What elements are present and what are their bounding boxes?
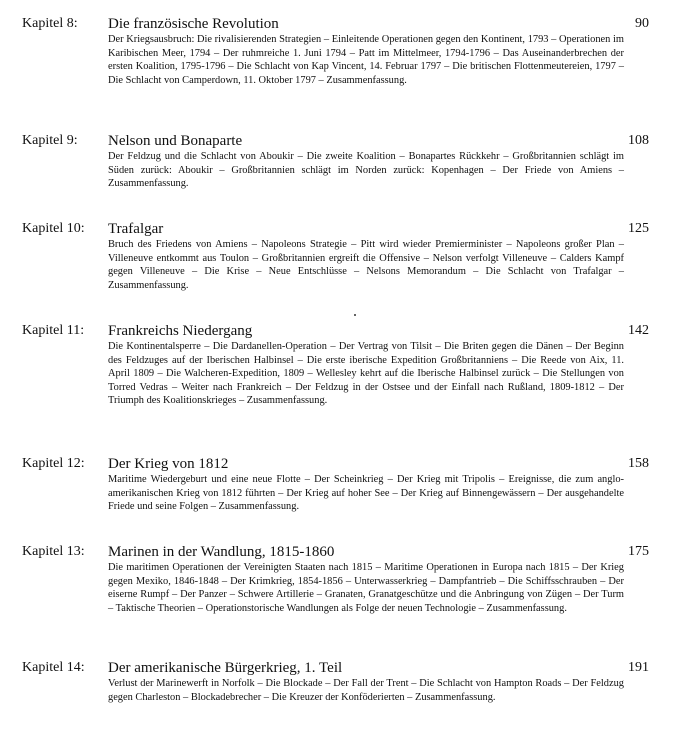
- chapter-page-number: 90: [635, 16, 649, 31]
- chapter-description: Der Kriegsausbruch: Die rivalisierenden Strategien – Einleitende Operationen gegen den Kontinent, 1793 – Operationen im Karibischen Meer, 1794 – Der ruhmreiche 1. Juni 1794 – Patt im Mittelmeer, 1794-1796 – Das Auseinanderbrechen der ersten Koalition, 1795-1796 – Die Schlacht von Kap Vincent, 14. Februar 1797 – Die britischen Flottenmeutereien, 1797 – Die Schlacht von Camperdown, 11. Oktober 1797 – Zusammenfassung.: [108, 34, 624, 86]
- chapter-title: Die französische Revolution: [108, 16, 279, 32]
- chapter-label: Kapitel 14:: [22, 660, 85, 675]
- chapter-page-number: 108: [628, 133, 649, 148]
- speck-mark: [354, 314, 356, 316]
- chapter-description: Der Feldzug und die Schlacht von Aboukir – Die zweite Koalition – Bonapartes Rückkehr – Großbritannien schlägt im Süden zurück: Aboukir – Großbritannien schlägt im Norden zurück: Kopenhagen – Der Friede von Amiens – Zusammenfassung.: [108, 151, 624, 190]
- chapter-description: Bruch des Friedens von Amiens – Napoleons Strategie – Pitt wird wieder Premierminister – Napoleons großer Plan – Villeneuve entkommt aus Toulon – Großbritannien ergreift die Offensive – Nelson verfolgt Villeneuve – Calders Kampf gegen Villeneuve – Die Krise – Neue Entschlüsse – Nelsons Memorandum – Die Schlacht von Trafalgar – Zusammenfassung.: [108, 239, 624, 291]
- chapter-title: Marinen in der Wandlung, 1815-1860: [108, 544, 335, 560]
- chapter-page-number: 125: [628, 221, 649, 236]
- chapter-description: Maritime Wiedergeburt und eine neue Flotte – Der Scheinkrieg – Der Krieg mit Tripolis – Ereignisse, die zum anglo-amerikanischen Krieg von 1812 führten – Der Krieg auf hoher See – Der Krieg auf Binnengewässern – Der ausgehandelte Friede und seine Folgen – Zusammenfassung.: [108, 474, 624, 513]
- chapter-title: Frankreichs Niedergang: [108, 323, 253, 339]
- chapter-label: Kapitel 9:: [22, 133, 78, 148]
- chapter-description: Die maritimen Operationen der Vereinigten Staaten nach 1815 – Maritime Operationen in Europa nach 1815 – Der Krieg gegen Mexiko, 1846-1848 – Der Krimkrieg, 1854-1856 – Unterwasserkrieg – Dampfantrieb – Die Schiffsschrauben – Der eiserne Rumpf – Der Panzer – Schwere Artillerie – Granaten, Granatgeschütze und die Anbringung von Zügen – Der Turm – Taktische Theorien – Operationstorische Wandlungen als Folge der neuen Technologie – Zusammenfassung.: [108, 562, 624, 614]
- chapter-label: Kapitel 13:: [22, 544, 85, 559]
- chapter-page-number: 191: [628, 660, 649, 675]
- chapter-description: Verlust der Marinewerft in Norfolk – Die Blockade – Der Fall der Trent – Die Schlacht von Hampton Roads – Der Feldzug gegen Charleston – Blockadebrecher – Die Kreuzer der Konföderierten – Zusammenfassung.: [108, 678, 624, 703]
- chapter-label: Kapitel 8:: [22, 16, 78, 31]
- chapter-title: Trafalgar: [108, 221, 164, 237]
- chapter-title: Der Krieg von 1812: [108, 456, 229, 472]
- chapter-title: Der amerikanische Bürgerkrieg, 1. Teil: [108, 660, 343, 676]
- chapter-title: Nelson und Bonaparte: [108, 133, 243, 149]
- chapter-page-number: 142: [628, 323, 649, 338]
- chapter-description: Die Kontinentalsperre – Die Dardanellen-Operation – Der Vertrag von Tilsit – Die Briten gegen die Dänen – Der Beginn des Feldzuges auf der Iberischen Halbinsel – Die erste iberische Expedition Großbritanniens – Die Reede von Aix, 11. April 1809 – Die Walcheren-Expedition, 1809 – Wellesley kehrt auf die Iberische Halbinsel zurück – Die Stellungen von Torred Vedras – Weiter nach Frankreich – Der Feldzug in der Ostsee und der Einfall nach Rußland, 1809-1812 – Der Triumph des Koalitionskrieges – Zusammenfassung.: [108, 341, 624, 407]
- chapter-label: Kapitel 11:: [22, 323, 85, 338]
- chapter-label: Kapitel 12:: [22, 456, 85, 471]
- chapter-page-number: 175: [628, 544, 649, 559]
- chapter-label: Kapitel 10:: [22, 221, 85, 236]
- chapter-page-number: 158: [628, 456, 649, 471]
